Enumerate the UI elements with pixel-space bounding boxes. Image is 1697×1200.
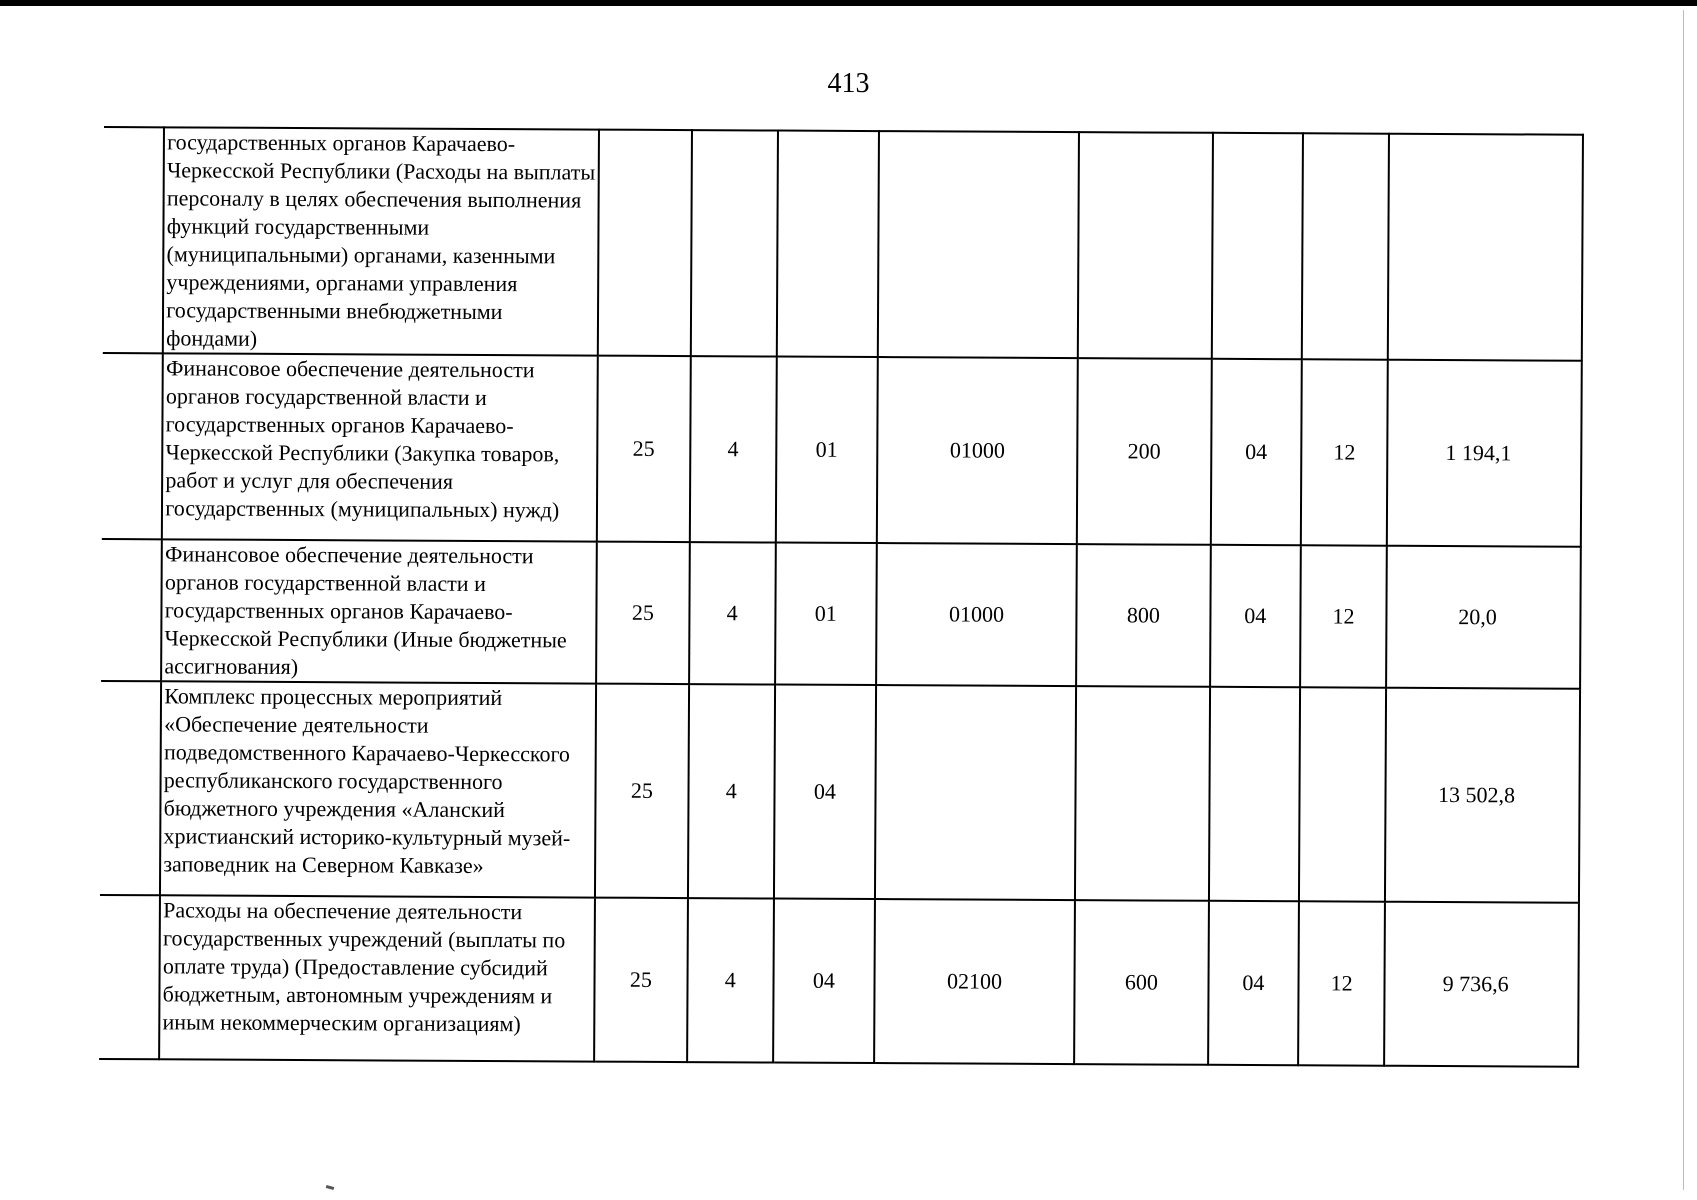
- code-cell: 25: [594, 898, 687, 1062]
- code-cell: 200: [1077, 358, 1211, 545]
- code-cell: [1299, 687, 1386, 901]
- code-cell: 04: [1208, 901, 1299, 1065]
- code-cell: 04: [1210, 545, 1301, 687]
- code-cell: [1302, 133, 1389, 359]
- code-cell: 25: [596, 542, 689, 684]
- code-cell: [1075, 686, 1210, 901]
- code-cell: 4: [690, 356, 777, 542]
- amount-cell: 1 194,1: [1387, 360, 1582, 547]
- description-cell: Финансовое обеспечение деятельности органов государственной власти и государственных органов Карачаево-Черкесской Республики (Закупка товаров, работ и услуг для обеспечения государственных (муниципальных) нужд): [162, 353, 598, 541]
- code-cell: 01: [776, 357, 878, 544]
- table-row: [102, 353, 1582, 547]
- scan-speck: [326, 1185, 335, 1190]
- code-cell: 01: [775, 543, 877, 686]
- code-cell: 25: [595, 684, 689, 898]
- code-cell: 12: [1300, 545, 1387, 687]
- scan-top-border: [0, 0, 1697, 6]
- code-cell: 600: [1074, 900, 1208, 1065]
- code-cell: 25: [597, 356, 691, 542]
- code-cell: 12: [1298, 901, 1385, 1065]
- scan-right-edge: [1683, 10, 1684, 1190]
- code-cell: 04: [773, 899, 875, 1064]
- row-number-cell: [100, 681, 161, 895]
- table-row: [100, 681, 1580, 903]
- row-number-cell: [101, 539, 162, 681]
- code-cell: [777, 131, 879, 358]
- description-cell: государственных органов Карачаево-Черкесской Республики (Расходы на выплаты персоналу в целях обеспечения выполнения функций государственными (муниципальными) органами, казенными учреждениями, органами управления государственными внебюджетными фондами): [163, 127, 599, 355]
- code-cell: [1209, 687, 1301, 901]
- row-number-cell: [99, 895, 160, 1059]
- code-cell: 01000: [876, 543, 1077, 686]
- amount-cell: 13 502,8: [1385, 688, 1580, 903]
- amount-cell: 20,0: [1386, 546, 1581, 689]
- code-cell: 04: [774, 685, 876, 900]
- table-row: [99, 895, 1579, 1067]
- table-row: [101, 539, 1581, 689]
- code-cell: 4: [687, 898, 774, 1062]
- description-cell: Комплекс процессных мероприятий «Обеспечение деятельности подведомственного Карачаево-Черкесского республиканского государственного бюджетного учреждения «Аланский христианский историко-культурный музей-заповедник на Северном Кавказе»: [160, 681, 596, 897]
- code-cell: 800: [1076, 544, 1210, 687]
- page-number: 413: [827, 68, 870, 99]
- code-cell: [878, 131, 1079, 358]
- row-number-cell: [103, 127, 164, 353]
- code-cell: [690, 130, 777, 356]
- description-cell: Финансовое обеспечение деятельности органов государственной власти и государственных органов Карачаево-Черкесской Республики (Иные бюджетные ассигнования): [161, 539, 597, 683]
- amount-cell: [1388, 134, 1583, 361]
- code-cell: 4: [689, 542, 776, 684]
- row-number-cell: [102, 353, 163, 539]
- code-cell: 4: [688, 684, 775, 898]
- code-cell: [598, 130, 692, 356]
- code-cell: [1211, 133, 1303, 359]
- code-cell: 12: [1301, 359, 1388, 545]
- description-cell: Расходы на обеспечение деятельности государственных учреждений (выплаты по оплате труда) (Предоставление субсидий бюджетным, автономным учреждениям и иным некоммерческим организациям): [159, 895, 595, 1061]
- code-cell: 01000: [877, 357, 1078, 544]
- budget-table: [99, 126, 1584, 1068]
- code-cell: [875, 685, 1076, 900]
- amount-cell: 9 736,6: [1384, 902, 1579, 1067]
- code-cell: 04: [1210, 359, 1301, 545]
- code-cell: 02100: [874, 899, 1075, 1064]
- table-row: [103, 127, 1583, 361]
- code-cell: [1078, 132, 1213, 359]
